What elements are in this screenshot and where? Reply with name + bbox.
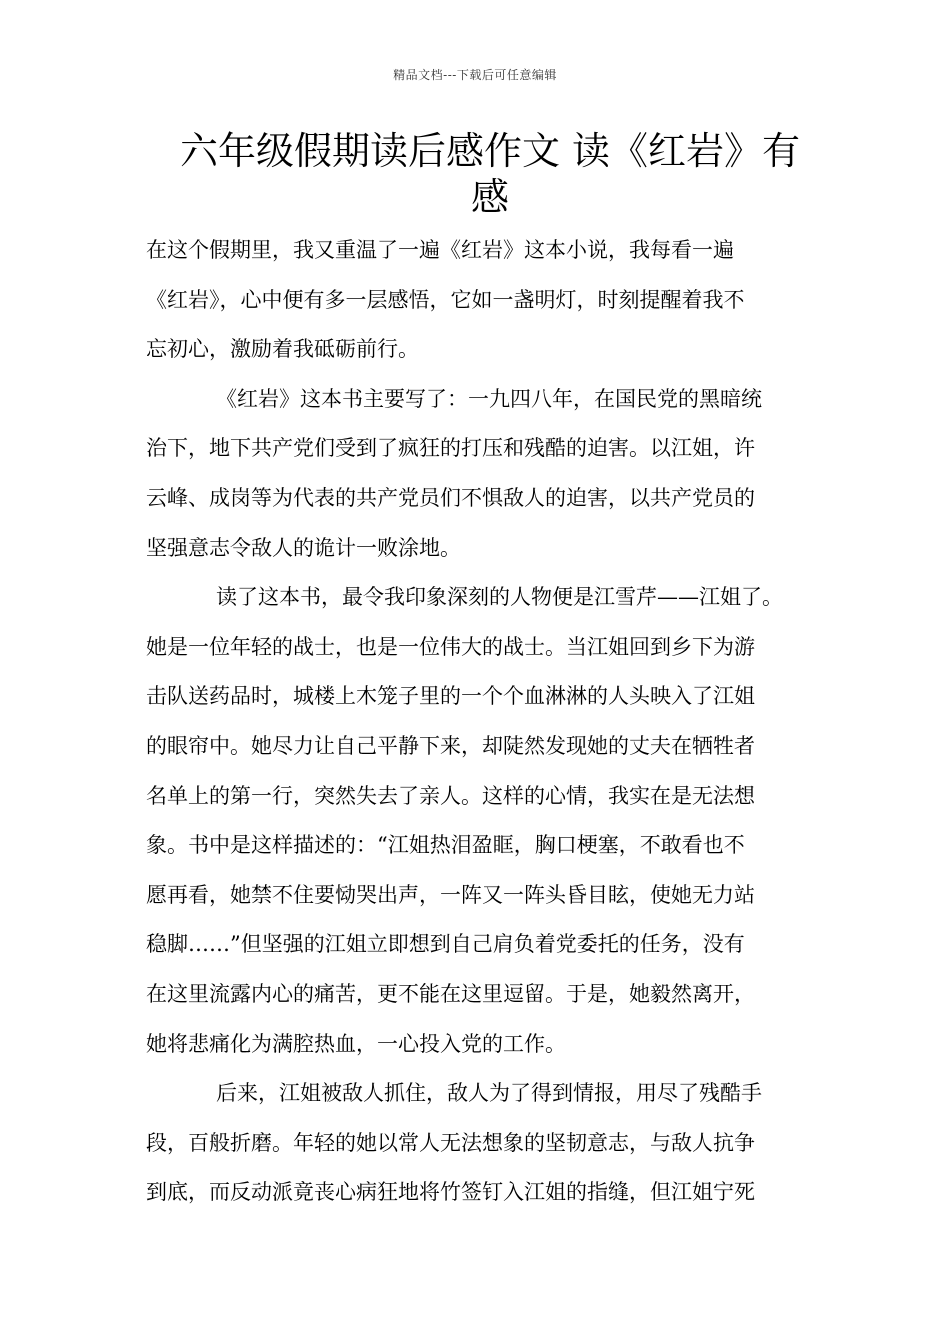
paragraph-2-line: 云峰、成岗等为代表的共产党员们不惧敌人的迫害，以共产党员的 <box>146 485 755 510</box>
paragraph-3-line: 在这里流露内心的痛苦，更不能在这里逗留。于是，她毅然离开， <box>146 981 755 1006</box>
paragraph-3-line: 击队送药品时，城楼上木笼子里的一个个血淋淋的人头映入了江姐 <box>146 684 755 709</box>
paragraph-1-line: 《红岩》，心中便有多一层感悟，它如一盏明灯，时刻提醒着我不 <box>146 287 745 312</box>
paragraph-3-line: 她将悲痛化为满腔热血，一心投入党的工作。 <box>146 1031 566 1056</box>
document-title <box>120 128 860 220</box>
title-line-1: 六年级假期读后感作文 读《红岩》有 <box>179 129 801 173</box>
title-line-2: 感 <box>470 175 509 219</box>
paragraph-3-line: 愿再看，她禁不住要恸哭出声，一阵又一阵头昏目眩，使她无力站 <box>146 882 755 907</box>
paragraph-4-line: 段，百般折磨。年轻的她以常人无法想象的坚韧意志，与敌人抗争 <box>146 1130 755 1155</box>
paragraph-2-line: 《红岩》这本书主要写了：一九四八年，在国民党的黑暗统 <box>216 386 762 411</box>
document-body <box>146 226 826 1218</box>
paragraph-2-line: 治下，地下共产党们受到了疯狂的打压和残酷的迫害。以江姐，许 <box>146 436 755 461</box>
paragraph-1-line: 忘初心，激励着我砥砺前行。 <box>146 337 419 362</box>
paragraph-3-line: 名单上的第一行，突然失去了亲人。这样的心情，我实在是无法想 <box>146 783 755 808</box>
paragraph-3-line: 读了这本书，最令我印象深刻的人物便是江雪芹——江姐了。 <box>216 585 783 610</box>
page-header: 精品文档---下载后可任意编辑 <box>393 68 557 82</box>
paragraph-3-line: 稳脚……”但坚强的江姐立即想到自己肩负着党委托的任务，没有 <box>146 932 745 957</box>
paragraph-1-line: 在这个假期里，我又重温了一遍《红岩》这本小说，我每看一遍 <box>146 238 734 262</box>
paragraph-3-line: 她是一位年轻的战士，也是一位伟大的战士。当江姐回到乡下为游 <box>146 634 755 659</box>
paragraph-3-line: 象。书中是这样描述的：“江姐热泪盈眶，胸口梗塞，不敢看也不 <box>146 833 745 858</box>
paragraph-4-line: 到底，而反动派竟丧心病狂地将竹签钉入江姐的指缝，但江姐宁死 <box>146 1180 755 1205</box>
paragraph-2-line: 坚强意志令敌人的诡计一败涂地。 <box>146 535 461 560</box>
paragraph-3-line: 的眼帘中。她尽力让自己平静下来，却陡然发现她的丈夫在牺牲者 <box>146 733 755 758</box>
paragraph-4-line: 后来，江姐被敌人抓住，敌人为了得到情报，用尽了残酷手 <box>216 1081 762 1106</box>
